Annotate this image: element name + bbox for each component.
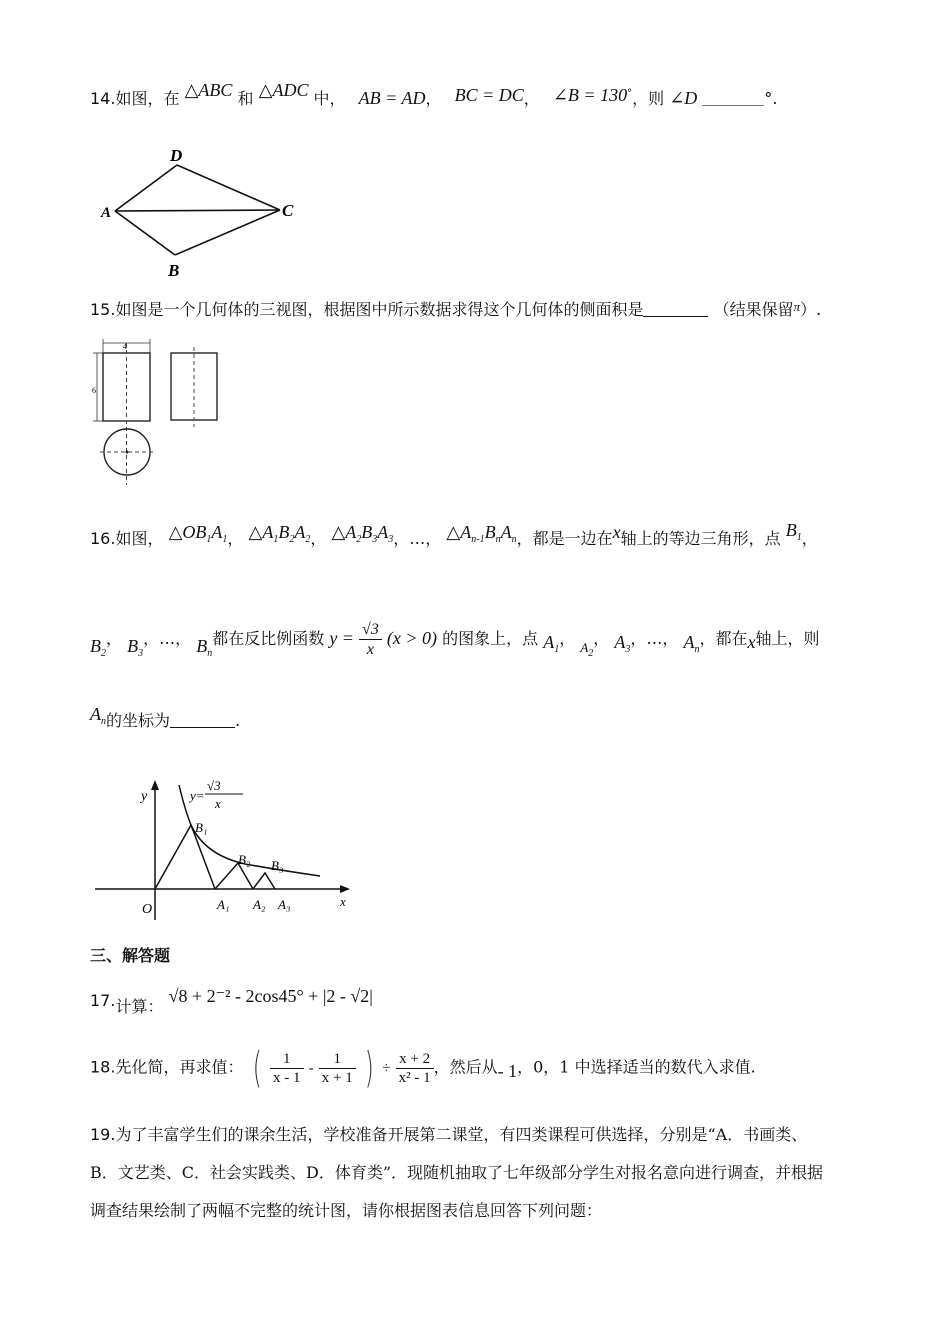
graph-func-den: x	[215, 796, 221, 811]
fraction-1: $\frac{1}{x - 1}$	[270, 1050, 304, 1087]
q16-line2: $B_2$， $B_3$，…， $B_n$都在反比例函数 y = $\frac{√3}{x}$ (x > 0) 的图象上，点 $A_1$， $_{A_2}$， $A_3$，…， $A_n$，都在x轴上，则	[90, 621, 820, 660]
func-fraction: $\frac{√3}{x}$	[359, 620, 382, 659]
func-y: y =	[329, 628, 354, 649]
section-heading: 三、解答题	[90, 946, 171, 965]
q14-number: 14.	[90, 89, 116, 108]
triangle-abc: △ABC	[184, 80, 233, 100]
q19-number: 19.	[90, 1125, 116, 1144]
label-b1: B₁	[195, 820, 208, 835]
q15-number: 15.	[90, 300, 116, 319]
x-axis-label: x	[340, 894, 346, 909]
y-axis-label: y	[141, 789, 148, 804]
condition-ab-ad: AB = AD	[358, 88, 426, 108]
q15-text: 15.如图是一个几何体的三视图，根据图中所示数据求得这个几何体的侧面积是 （结果保留$^\pi$）.	[90, 299, 822, 319]
q19-text: 19.为了丰富学生们的课余生活，学校准备开展第二课堂，有四类课程可供选择，分别是“A．书画类、 B．文艺类、C．社会实践类、D．体育类”．现随机抽取了七年级部分学生对报名意向进行调查，并根据 调查结果绘制了两幅不完整的统计图，请你根据图表信息回答下列问题：	[90, 1125, 824, 1220]
condition-bc-dc: BC = DC	[454, 85, 524, 105]
q16-line3: $A_n$的坐标为 .	[90, 704, 241, 730]
q14-text: 14.如图，在 △ABC 和 △ADC 中， AB = AD， BC = DC， ∠B = 130°，则 ∠D °.	[90, 80, 778, 108]
label-a3: A₃	[278, 897, 291, 912]
q18-number: 18.	[90, 1057, 116, 1077]
q16-graph	[95, 770, 365, 930]
q17-text: 17.计算： √8 + 2⁻² - 2cos45° + |2 - √2|	[90, 986, 373, 1016]
origin-label: O	[142, 902, 153, 917]
answer-blank-16	[170, 713, 235, 728]
q17-number: 17.	[90, 991, 116, 1010]
q17-expression: √8 + 2⁻² - 2cos45° + |2 - √2|	[168, 986, 373, 1006]
q15-three-views	[88, 335, 228, 485]
label-c: C	[282, 201, 294, 220]
q16-line1: 16.如图， $\triangle OB_1A_1$， $\triangle A_1B_2A_2$， $\triangle A_2B_3A_3$，…， $\triangle A_{n-1}B_nA_n$，都是一边在x轴上的等边三角形，点 $B_1$，	[90, 520, 818, 548]
condition-angle-b: ∠B = 130	[552, 85, 628, 105]
answer-blank-14	[702, 91, 764, 106]
answer-blank-15	[643, 302, 708, 317]
dim-width: 4	[123, 342, 127, 351]
graph-func-num: √3	[207, 778, 221, 793]
fraction-3: $\frac{x + 2}{\text{x² - 1}}$	[396, 1050, 434, 1087]
triangle-adc: △ADC	[258, 80, 309, 100]
graph-func-label: y=	[190, 788, 205, 803]
fraction-2: $\frac{1}{x + 1}$	[319, 1050, 356, 1087]
label-b: B	[168, 261, 180, 280]
label-a1: A₁	[217, 897, 230, 912]
q18-text: 18.先化简，再求值： ( $\frac{1}{x - 1}$ - $\frac{1}{x + 1}$ ) ÷ $\frac{x + 2}{\text{x² - 1}}$ ，然后从- 1，0，1 中选择适当的数代入求值.	[90, 1043, 756, 1092]
label-b3: B₃	[271, 858, 284, 873]
label-a: A	[101, 205, 112, 221]
q16-number: 16.	[90, 529, 116, 548]
label-d: D	[170, 146, 183, 165]
label-a2: A₂	[253, 897, 266, 912]
label-b2: B₂	[238, 852, 251, 867]
dim-height: 6	[92, 386, 96, 395]
angle-d: ∠D	[669, 88, 698, 108]
q14-figure	[95, 145, 315, 285]
pi-symbol: π	[793, 299, 801, 314]
